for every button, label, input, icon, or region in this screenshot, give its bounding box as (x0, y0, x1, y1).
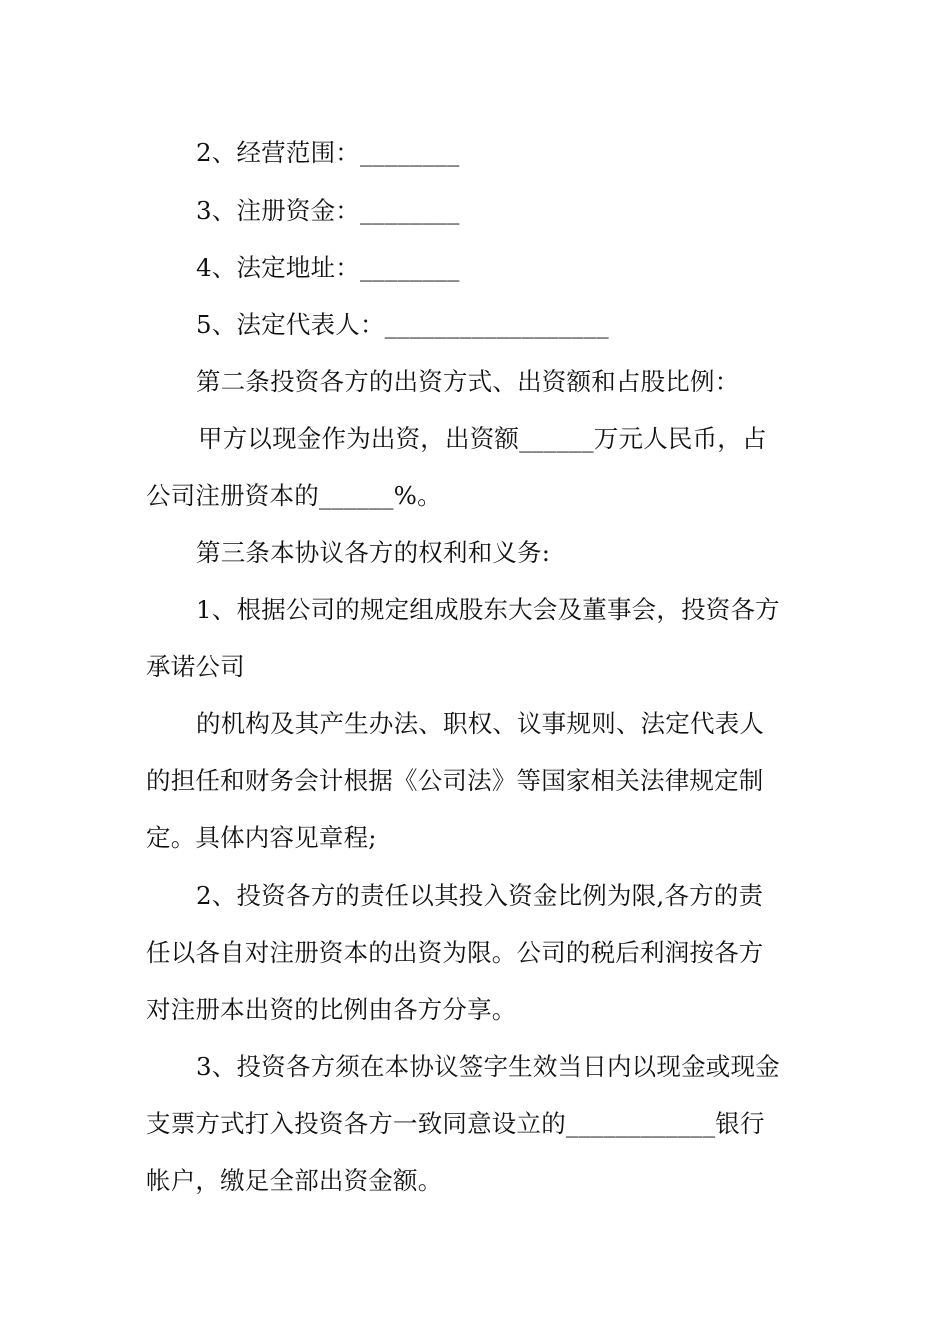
legal-address-line: 4、法定地址：________ (196, 253, 460, 282)
clause-two-line-2: 任以各自对注册资本的出资为限。公司的税后利润按各方 (146, 938, 764, 967)
party-a-contribution-line-1: 甲方以现金作为出资，出资额______万元人民币，占 (198, 424, 767, 453)
clause-two-line-1: 2、投资各方的责任以其投入资金比例为限,各方的责 (196, 881, 764, 910)
clause-one-line-1: 1、根据公司的规定组成股东大会及董事会，投资各方 (196, 595, 780, 624)
registered-capital-line: 3、注册资金：________ (196, 196, 460, 225)
business-scope-line: 2、经营范围：________ (196, 138, 460, 167)
clause-one-line-4: 的担任和财务会计根据《公司法》等国家相关法律规定制 (146, 766, 764, 795)
legal-representative-line: 5、法定代表人：__________________ (196, 310, 609, 339)
article-three-heading: 第三条本协议各方的权利和义务: (196, 538, 551, 567)
clause-two-line-3: 对注册本出资的比例由各方分享。 (146, 995, 517, 1024)
clause-one-line-3: 的机构及其产生办法、职权、议事规则、法定代表人 (196, 709, 765, 738)
clause-one-line-2: 承诺公司 (146, 652, 245, 681)
clause-three-line-1: 3、投资各方须在本协议签字生效当日内以现金或现金 (196, 1052, 780, 1081)
clause-one-line-5: 定。具体内容见章程; (146, 823, 377, 852)
party-a-contribution-line-2: 公司注册资本的______%。 (146, 481, 442, 510)
clause-three-line-3: 帐户，缴足全部出资金额。 (146, 1166, 443, 1195)
clause-three-line-2: 支票方式打入投资各方一致同意设立的____________银行 (146, 1109, 765, 1138)
article-two-heading: 第二条投资各方的出资方式、出资额和占股比例： (196, 367, 740, 396)
